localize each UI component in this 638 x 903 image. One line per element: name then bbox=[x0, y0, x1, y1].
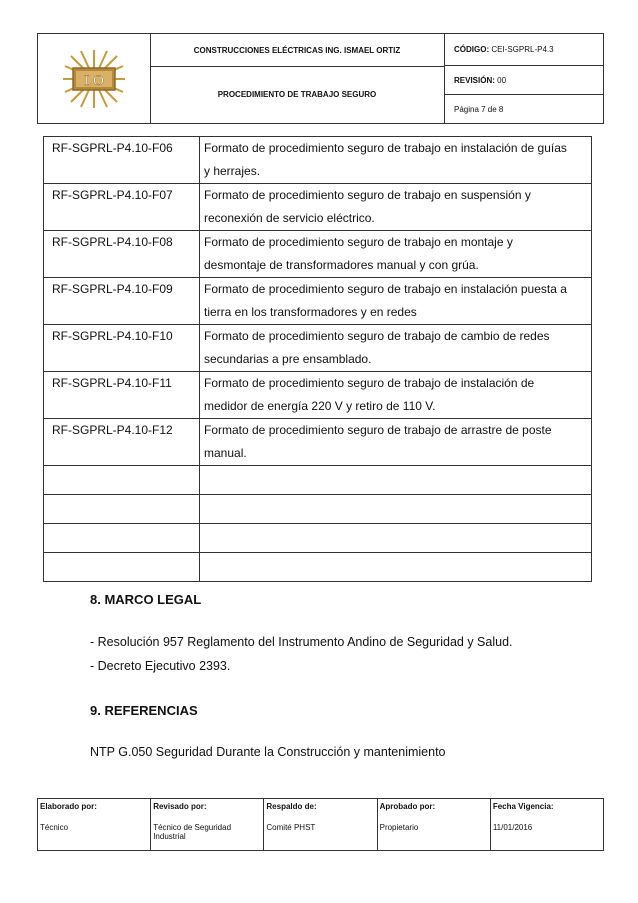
footer-label: Elaborado por: bbox=[40, 802, 97, 811]
footer-label: Revisado por: bbox=[153, 802, 207, 811]
code-label: CÓDIGO: bbox=[454, 45, 490, 54]
revision-value: 00 bbox=[497, 75, 507, 85]
form-code: RF-SGPRL-P4.10-F07 bbox=[44, 184, 200, 231]
footer-value: Comité PHST bbox=[266, 823, 316, 832]
document-header bbox=[37, 33, 604, 124]
approval-footer bbox=[37, 798, 604, 851]
legal-item: - Resolución 957 Reglamento del Instrumento Andino de Seguridad y Salud. bbox=[90, 635, 513, 649]
form-code: RF-SGPRL-P4.10-F06 bbox=[44, 137, 200, 184]
table-row bbox=[44, 325, 592, 372]
form-description: Formato de procedimiento seguro de trabajo de arrastre de poste manual. bbox=[200, 419, 592, 466]
references-section-title: 9. REFERENCIAS bbox=[90, 703, 198, 718]
table-row bbox=[44, 278, 592, 325]
legal-item: - Decreto Ejecutivo 2393. bbox=[90, 659, 231, 673]
form-description: Formato de procedimiento seguro de trabajo de instalación de medidor de energía 220 V y retiro de 110 V. bbox=[200, 372, 592, 419]
table-row bbox=[44, 372, 592, 419]
revision-label: REVISIÓN: bbox=[454, 75, 495, 85]
footer-cell bbox=[264, 799, 377, 850]
form-code: RF-SGPRL-P4.10-F09 bbox=[44, 278, 200, 325]
company-name: CONSTRUCCIONES ELÉCTRICAS ING. ISMAEL ORTIZ bbox=[150, 34, 445, 67]
empty-row bbox=[44, 553, 592, 582]
form-description: Formato de procedimiento seguro de trabajo en suspensión y reconexión de servicio eléctrico. bbox=[200, 184, 592, 231]
reference-item: NTP G.050 Seguridad Durante la Construcción y mantenimiento bbox=[90, 745, 446, 759]
form-code: RF-SGPRL-P4.10-F11 bbox=[44, 372, 200, 419]
footer-value: Técnico de Seguridad Industrial bbox=[153, 823, 232, 841]
form-description: Formato de procedimiento seguro de trabajo en instalación puesta a tierra en los transformadores y en redes bbox=[200, 278, 592, 325]
footer-value: Propietario bbox=[379, 823, 419, 832]
table-row bbox=[44, 137, 592, 184]
table-row bbox=[44, 231, 592, 278]
forms-table bbox=[43, 136, 592, 582]
procedure-title: PROCEDIMIENTO DE TRABAJO SEGURO bbox=[150, 66, 445, 123]
logo-text: I.O bbox=[84, 72, 104, 89]
footer-value: Técnico bbox=[40, 823, 69, 832]
empty-row bbox=[44, 524, 592, 553]
empty-row bbox=[44, 495, 592, 524]
form-description: Formato de procedimiento seguro de trabajo en instalación de guías y herrajes. bbox=[200, 137, 592, 184]
page-number: Página 7 de 8 bbox=[454, 104, 504, 114]
company-logo bbox=[59, 48, 129, 110]
table-row bbox=[44, 184, 592, 231]
code-cell bbox=[444, 34, 604, 66]
footer-label: Respaldo de: bbox=[266, 802, 317, 811]
form-description: Formato de procedimiento seguro de trabajo en montaje y desmontaje de transformadores manual y con grúa. bbox=[200, 231, 592, 278]
footer-cell bbox=[151, 799, 264, 850]
footer-value: 11/01/2016 bbox=[492, 823, 533, 832]
code-value: CEI-SGPRL-P4.3 bbox=[491, 45, 554, 54]
footer-label: Aprobado por: bbox=[379, 802, 436, 811]
form-code: RF-SGPRL-P4.10-F12 bbox=[44, 419, 200, 466]
table-row bbox=[44, 419, 592, 466]
footer-cell bbox=[38, 799, 151, 850]
empty-row bbox=[44, 466, 592, 495]
footer-cell bbox=[378, 799, 491, 850]
footer-cell bbox=[491, 799, 603, 850]
form-code: RF-SGPRL-P4.10-F08 bbox=[44, 231, 200, 278]
revision-cell bbox=[444, 66, 604, 95]
footer-label: Fecha Vigencia: bbox=[492, 802, 554, 811]
legal-section-title: 8. MARCO LEGAL bbox=[90, 592, 202, 607]
form-code: RF-SGPRL-P4.10-F10 bbox=[44, 325, 200, 372]
form-description: Formato de procedimiento seguro de trabajo de cambio de redes secundarias a pre ensamblado. bbox=[200, 325, 592, 372]
logo-cell bbox=[38, 34, 151, 123]
